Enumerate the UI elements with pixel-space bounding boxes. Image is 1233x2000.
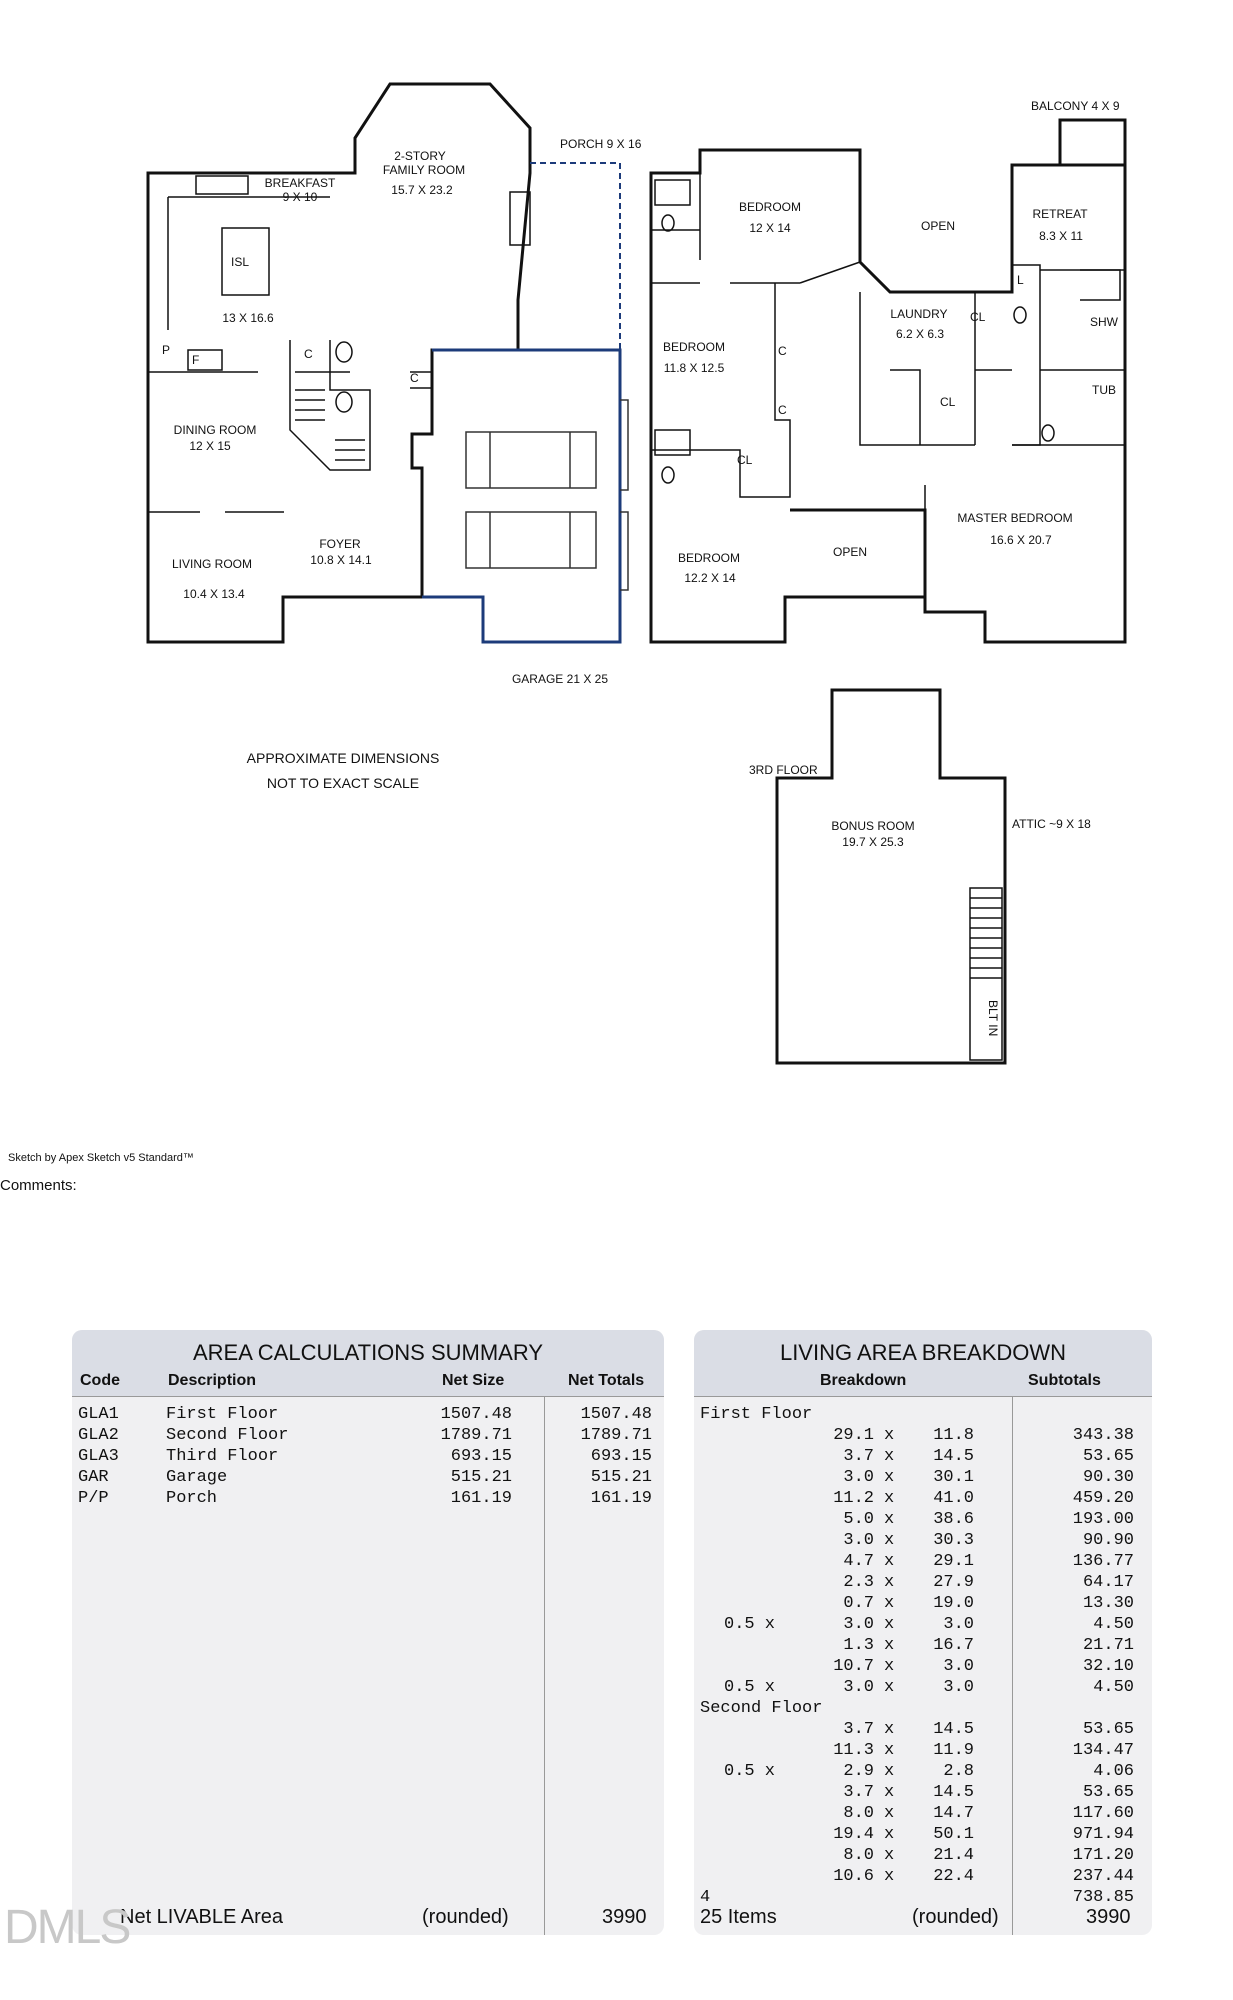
area-net-total: 515.21 [590, 1468, 652, 1487]
breakdown-subtotal: 136.77 [1072, 1552, 1134, 1571]
net-livable-label: Net LIVABLE Area [120, 1906, 284, 1928]
garage-cars [466, 400, 628, 590]
breakdown-subtotal: 4.50 [1093, 1615, 1134, 1634]
breakdown-subtotal: 459.20 [1072, 1489, 1134, 1508]
breakdown-subtotal: 738.85 [1072, 1888, 1134, 1907]
breakdown-subtotal: 53.65 [1082, 1720, 1134, 1739]
living-breakdown-panel [694, 1330, 1152, 1935]
area-net-size: 693.15 [450, 1447, 512, 1466]
breakdown-dim-a: 10.7 [833, 1657, 874, 1676]
breakdown-subtotal: 90.90 [1082, 1531, 1134, 1550]
breakdown-subtotal: 13.30 [1082, 1594, 1134, 1613]
foyer-dim: 10.8 X 14.1 [310, 553, 372, 567]
breakdown-dim-a: 8.0 [843, 1846, 874, 1865]
breakdown-times: x [884, 1447, 895, 1466]
area-calculations-title: AREA CALCULATIONS SUMMARY [192, 1340, 544, 1365]
bedroom2-label: BEDROOM [662, 340, 726, 354]
breakdown-dim-a: 3.7 [843, 1720, 874, 1739]
breakdown-dim-b: 2.8 [943, 1762, 974, 1781]
area-net-total: 161.19 [590, 1489, 652, 1508]
breakdown-dim-a: 4.7 [843, 1552, 874, 1571]
area-net-total: 693.15 [590, 1447, 652, 1466]
breakdown-subtotal: 90.30 [1082, 1468, 1134, 1487]
breakdown-multiplier: 0.5 x [724, 1762, 776, 1781]
garage-label: GARAGE 21 X 25 [511, 672, 609, 686]
breakdown-section: 4 [700, 1888, 711, 1907]
breakdown-dim-a: 8.0 [843, 1804, 874, 1823]
breakdown-dim-b: 3.0 [943, 1657, 974, 1676]
breakdown-dim-a: 11.2 [833, 1489, 874, 1508]
laundry-dim: 6.2 X 6.3 [895, 327, 945, 341]
area-net-size: 1507.48 [440, 1405, 512, 1424]
laundry-label: LAUNDRY [890, 307, 948, 321]
breakdown-dim-b: 11.9 [933, 1741, 974, 1760]
breakdown-dim-b: 3.0 [943, 1678, 974, 1697]
area-description: First Floor [166, 1405, 279, 1424]
net-livable-value: 3990 [602, 1906, 647, 1928]
area-net-size: 1789.71 [440, 1426, 512, 1445]
breakdown-section: Second Floor [700, 1699, 823, 1718]
breakdown-dim-a: 0.7 [843, 1594, 874, 1613]
family-room-label-1: 2-STORY [394, 149, 446, 163]
net-totals-header: Net Totals [568, 1372, 645, 1389]
closet-c-4: C [778, 403, 787, 417]
breakdown-times: x [884, 1804, 895, 1823]
breakdown-subtotal: 21.71 [1082, 1636, 1134, 1655]
breakdown-dim-b: 38.6 [933, 1510, 974, 1529]
dimensions-note-line2: NOT TO EXACT SCALE [266, 775, 420, 791]
foyer-label: FOYER [319, 537, 361, 551]
breakdown-dim-b: 29.1 [933, 1552, 974, 1571]
open-label-1: OPEN [920, 219, 956, 233]
closet-c-3: C [778, 344, 787, 358]
breakdown-dim-b: 50.1 [933, 1825, 974, 1844]
breakdown-dim-b: 14.5 [933, 1783, 974, 1802]
attic-label: ATTIC ~9 X 18 [1012, 817, 1091, 831]
breakdown-dim-a: 3.0 [843, 1678, 874, 1697]
dimensions-note [238, 746, 448, 796]
column-divider [1012, 1396, 1013, 1935]
kitchen-dim: 13 X 16.6 [222, 311, 274, 325]
breakdown-times: x [884, 1846, 895, 1865]
area-code: GLA2 [78, 1426, 119, 1445]
pantry-label: P [162, 343, 171, 357]
net-livable-rounded: (rounded) [422, 1906, 509, 1928]
breakdown-dim-b: 30.1 [933, 1468, 974, 1487]
area-description: Second Floor [166, 1426, 289, 1445]
breakdown-subtotal: 117.60 [1072, 1804, 1134, 1823]
breakdown-multiplier: 0.5 x [724, 1678, 776, 1697]
dining-room-label: DINING ROOM [173, 423, 257, 437]
fridge-label: F [192, 353, 200, 367]
third-floor-label: 3RD FLOOR [749, 763, 818, 777]
items-count: 25 Items [700, 1906, 777, 1928]
breakdown-rounded: (rounded) [912, 1906, 999, 1928]
breakdown-times: x [884, 1615, 895, 1634]
open-label-2: OPEN [832, 545, 868, 559]
dimensions-note-line1: APPROXIMATE DIMENSIONS [246, 750, 440, 766]
retreat-label: RETREAT [1032, 207, 1088, 221]
bedroom2-dim: 11.8 X 12.5 [663, 361, 725, 375]
area-code: P/P [78, 1489, 109, 1508]
breakdown-dim-b: 41.0 [933, 1489, 974, 1508]
area-net-size: 515.21 [450, 1468, 512, 1487]
breakdown-times: x [884, 1783, 895, 1802]
master-bedroom-label: MASTER BEDROOM [957, 511, 1073, 525]
breakdown-subtotal: 53.65 [1082, 1447, 1134, 1466]
breakdown-times: x [884, 1678, 895, 1697]
breakdown-subtotal: 134.47 [1072, 1741, 1134, 1760]
breakdown-dim-a: 29.1 [833, 1426, 874, 1445]
breakdown-times: x [884, 1825, 895, 1844]
breakdown-header: Breakdown [820, 1372, 907, 1389]
living-breakdown-title: LIVING AREA BREAKDOWN [779, 1340, 1067, 1365]
breakdown-dim-b: 27.9 [933, 1573, 974, 1592]
breakdown-dim-a: 3.7 [843, 1783, 874, 1802]
breakdown-dim-b: 14.5 [933, 1447, 974, 1466]
breakdown-dim-b: 22.4 [933, 1867, 974, 1886]
built-in-label: BLT IN [986, 1000, 1000, 1037]
third-floor-plan [777, 690, 1005, 1063]
breakdown-subtotal: 971.94 [1072, 1825, 1134, 1844]
area-calculations-panel [72, 1330, 664, 1935]
living-breakdown-header [694, 1330, 1152, 1397]
bedroom3-dim: 12.2 X 14 [684, 571, 736, 585]
breakdown-total: 3990 [1086, 1906, 1131, 1928]
code-header: Code [80, 1372, 120, 1389]
breakdown-subtotal: 64.17 [1082, 1573, 1134, 1592]
retreat-dim: 8.3 X 11 [1039, 229, 1083, 243]
breakdown-times: x [884, 1552, 895, 1571]
subtotals-header: Subtotals [1028, 1372, 1101, 1389]
breakdown-times: x [884, 1531, 895, 1550]
breakdown-dim-a: 5.0 [843, 1510, 874, 1529]
area-description: Porch [166, 1489, 218, 1508]
breakdown-subtotal: 343.38 [1072, 1426, 1134, 1445]
breakdown-dim-b: 16.7 [933, 1636, 974, 1655]
family-room-dim: 15.7 X 23.2 [391, 183, 453, 197]
breakdown-times: x [884, 1489, 895, 1508]
breakdown-subtotal: 53.65 [1082, 1783, 1134, 1802]
breakdown-dim-a: 10.6 [833, 1867, 874, 1886]
breakdown-dim-b: 14.5 [933, 1720, 974, 1739]
description-header: Description [168, 1372, 257, 1389]
breakdown-times: x [884, 1867, 895, 1886]
bonus-room-label: BONUS ROOM [831, 819, 915, 833]
breakdown-times: x [884, 1468, 895, 1487]
breakdown-subtotal: 4.06 [1093, 1762, 1134, 1781]
closet-cl-2: CL [940, 395, 956, 409]
first-floor-details [148, 176, 530, 512]
area-calculations-header [72, 1330, 664, 1397]
breakdown-subtotal: 32.10 [1082, 1657, 1134, 1676]
breakdown-subtotal: 171.20 [1072, 1846, 1134, 1865]
breakdown-section: First Floor [700, 1405, 813, 1424]
breakdown-dim-b: 3.0 [943, 1615, 974, 1634]
breakfast-label: BREAKFAST [264, 176, 336, 190]
garage-outline [422, 350, 620, 642]
breakdown-dim-a: 2.9 [843, 1762, 874, 1781]
breakdown-times: x [884, 1636, 895, 1655]
mls-watermark: DMLS [4, 1901, 130, 1954]
comments-label: Comments: [0, 1177, 77, 1194]
sketch-credit: Sketch by Apex Sketch v5 Standard™ [8, 1152, 194, 1164]
closet-cl-1: CL [970, 310, 986, 324]
area-net-total: 1507.48 [580, 1405, 652, 1424]
tub-label: TUB [1092, 383, 1116, 397]
area-code: GLA1 [78, 1405, 119, 1424]
breakdown-subtotal: 193.00 [1072, 1510, 1134, 1529]
closet-label-1: C [304, 347, 313, 361]
breakdown-times: x [884, 1657, 895, 1676]
breakdown-subtotal: 4.50 [1093, 1678, 1134, 1697]
breakdown-subtotal: 237.44 [1072, 1867, 1134, 1886]
breakdown-dim-a: 11.3 [833, 1741, 874, 1760]
area-description: Garage [166, 1468, 228, 1487]
breakdown-times: x [884, 1741, 895, 1760]
breakdown-dim-a: 3.0 [843, 1615, 874, 1634]
balcony-label: BALCONY 4 X 9 [1031, 99, 1120, 113]
breakdown-dim-a: 2.3 [843, 1573, 874, 1592]
breakdown-dim-a: 3.0 [843, 1468, 874, 1487]
breakdown-dim-a: 3.7 [843, 1447, 874, 1466]
master-bedroom-dim: 16.6 X 20.7 [990, 533, 1052, 547]
breakdown-dim-b: 30.3 [933, 1531, 974, 1550]
bedroom1-label: BEDROOM [738, 200, 802, 214]
breakdown-dim-a: 1.3 [843, 1636, 874, 1655]
dining-room-dim: 12 X 15 [189, 439, 231, 453]
bedroom1-dim: 12 X 14 [749, 221, 791, 235]
breakdown-dim-a: 3.0 [843, 1531, 874, 1550]
living-room-dim: 10.4 X 13.4 [183, 587, 245, 601]
area-description: Third Floor [166, 1447, 279, 1466]
linen-label: L [1017, 273, 1024, 287]
breakdown-times: x [884, 1573, 895, 1592]
breakdown-dim-a: 19.4 [833, 1825, 874, 1844]
second-floor-outline [651, 150, 1125, 642]
area-code: GLA3 [78, 1447, 119, 1466]
shower-label: SHW [1090, 315, 1118, 329]
closet-cl-3: CL [737, 453, 753, 467]
breakdown-dim-b: 11.8 [933, 1426, 974, 1445]
island-label: ISL [230, 255, 250, 269]
bonus-room-dim: 19.7 X 25.3 [842, 835, 904, 849]
breakdown-dim-b: 19.0 [933, 1594, 974, 1613]
porch-label: PORCH 9 X 16 [560, 137, 642, 151]
breakdown-times: x [884, 1510, 895, 1529]
living-room-label: LIVING ROOM [171, 557, 253, 571]
porch-outline [530, 163, 620, 350]
family-room-label-2: FAMILY ROOM [382, 163, 466, 177]
breakdown-times: x [884, 1762, 895, 1781]
breakdown-multiplier: 0.5 x [724, 1615, 776, 1634]
third-floor-outline [777, 690, 1005, 1063]
breakfast-dim: 9 X 10 [282, 190, 318, 204]
breakdown-dim-b: 21.4 [933, 1846, 974, 1865]
area-net-total: 1789.71 [580, 1426, 652, 1445]
area-code: GAR [78, 1468, 109, 1487]
area-net-size: 161.19 [450, 1489, 512, 1508]
breakdown-times: x [884, 1426, 895, 1445]
bedroom3-label: BEDROOM [677, 551, 741, 565]
closet-label-2: C [410, 371, 419, 385]
breakdown-dim-b: 14.7 [933, 1804, 974, 1823]
breakdown-times: x [884, 1720, 895, 1739]
net-size-header: Net Size [442, 1372, 505, 1389]
breakdown-times: x [884, 1594, 895, 1613]
